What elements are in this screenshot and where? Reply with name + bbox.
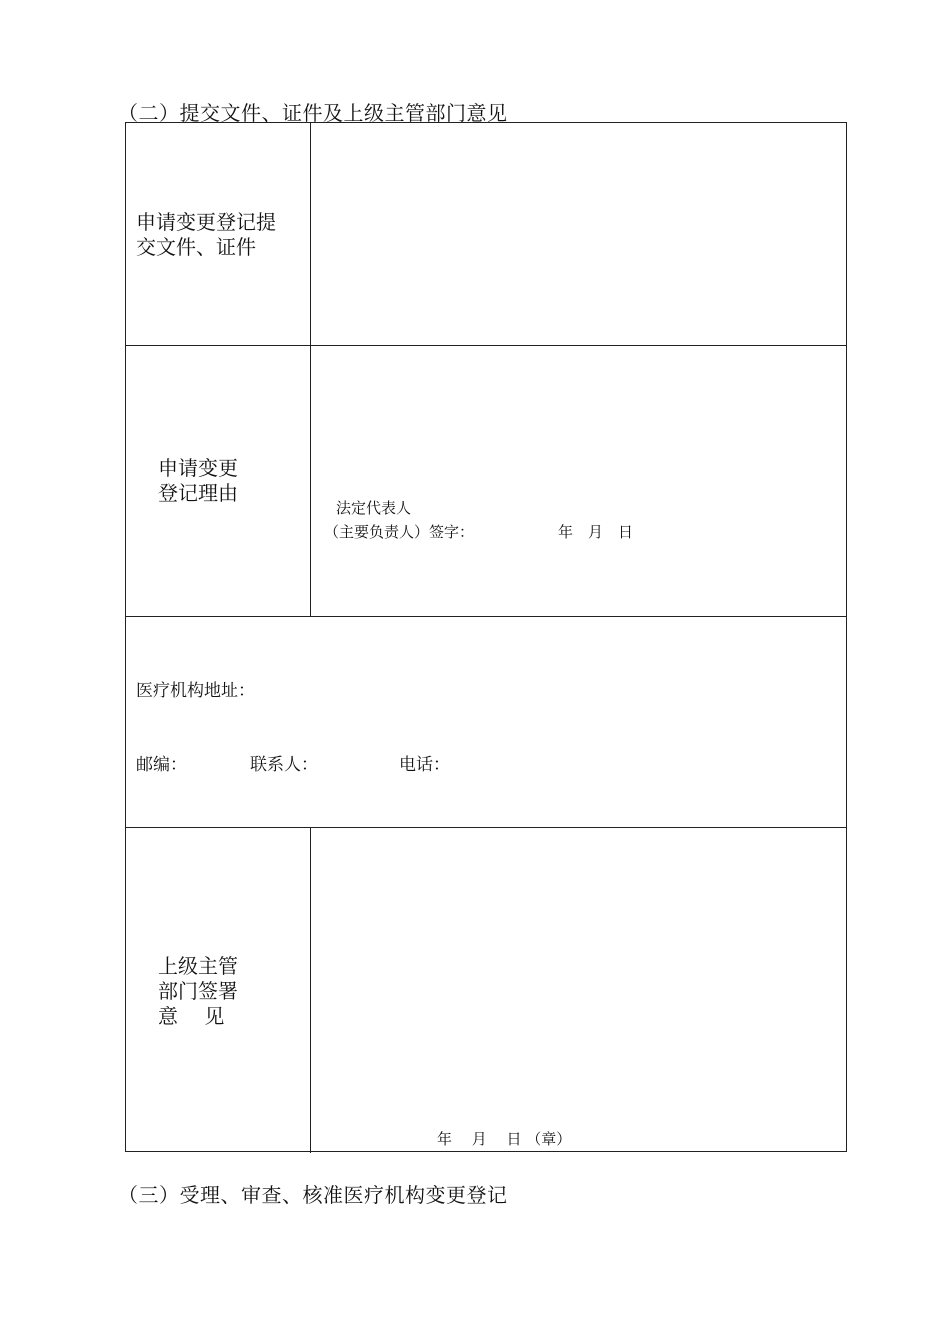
legal-representative-label: 法定代表人 xyxy=(336,499,412,517)
reason-field[interactable] xyxy=(312,347,846,615)
address-label: 医疗机构地址： xyxy=(136,681,255,701)
reason-date: 年 月 日 xyxy=(558,523,634,541)
documents-field[interactable] xyxy=(312,123,846,344)
phone-label: 电话： xyxy=(399,755,450,775)
row-divider xyxy=(126,616,846,617)
signature-label: （主要负责人）签字： xyxy=(324,523,475,541)
row-divider xyxy=(126,345,846,346)
column-divider xyxy=(310,827,311,1153)
section-2-heading: （二）提交文件、证件及上级主管部门意见 xyxy=(118,101,508,125)
section-3-heading: （三）受理、审查、核准医疗机构变更登记 xyxy=(118,1183,508,1207)
row-divider xyxy=(126,827,846,828)
column-divider xyxy=(310,123,311,616)
supervisor-opinion-field[interactable] xyxy=(312,829,846,1151)
postcode-label: 邮编： xyxy=(136,755,187,775)
reason-label: 申请变更 登记理由 xyxy=(158,456,238,505)
seal-date: 年 月 日 （章） xyxy=(437,1130,572,1148)
change-registration-form xyxy=(125,122,847,1152)
contact-person-label: 联系人： xyxy=(250,755,318,775)
documents-label: 申请变更登记提 交文件、证件 xyxy=(136,210,276,259)
supervisor-opinion-label: 上级主管 部门签署 意 见 xyxy=(158,954,238,1028)
